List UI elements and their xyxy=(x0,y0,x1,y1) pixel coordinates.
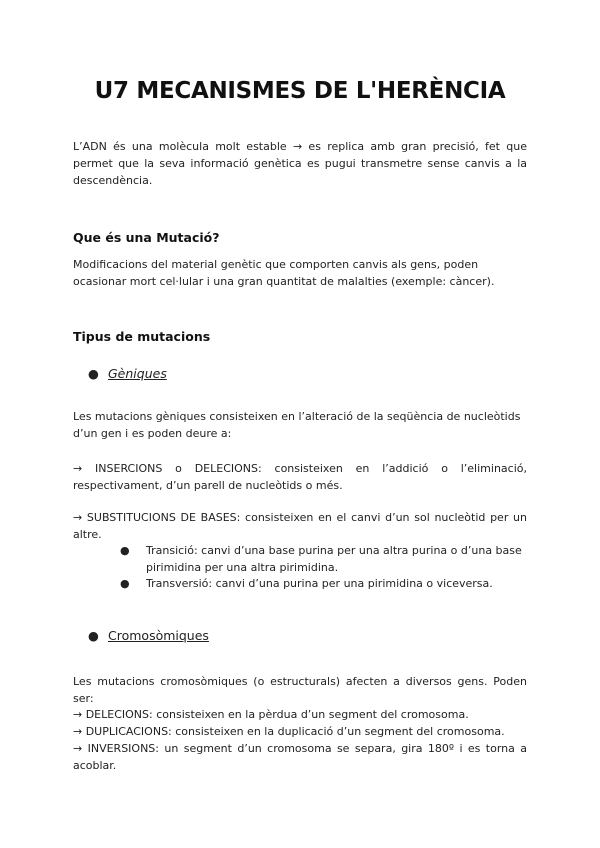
sub-bullet-dot: ● xyxy=(120,577,130,590)
chromosomal-label: Cromosòmiques xyxy=(108,628,209,643)
sub-item-transversion xyxy=(120,575,530,592)
intro-paragraph: L’ADN és una molècula molt estable → es replica amb gran precisió, fet que permet que la seva informació genètica es pugui transmetre sense canvis a la descendència. xyxy=(73,140,527,187)
sub-bullet-dot: ● xyxy=(120,544,130,557)
page-title: U7 MECANISMES DE L'HERÈNCIA xyxy=(94,78,506,104)
sub-item-transition xyxy=(120,542,530,576)
chromosomal-intro: Les mutacions cromosòmiques (o estructurals) afecten a diversos gens. Poden ser: xyxy=(73,675,527,705)
types-heading: Tipus de mutacions xyxy=(73,329,211,344)
bullet-dot: ● xyxy=(88,628,99,643)
genic-label: Gèniques xyxy=(108,366,167,381)
bullet-genic xyxy=(88,366,167,381)
bullet-dot: ● xyxy=(88,366,99,381)
sub-item-text: Transició: canvi d’una base purina per una altra purina o d’una base pirimidina per una altra pirimidina. xyxy=(146,544,522,574)
bullet-chromosomal xyxy=(88,628,209,643)
sub-item-text: Transversió: canvi d’una purina per una pirimidina o viceversa. xyxy=(146,577,493,590)
genic-intro: Les mutacions gèniques consisteixen en l’alteració de la seqüència de nucleòtids d’un gen i es poden deure a: xyxy=(73,410,521,440)
chromosomal-deletions: → DELECIONS: consisteixen en la pèrdua d’un segment del cromosoma. xyxy=(73,708,469,721)
genic-insertions: → INSERCIONS o DELECIONS: consisteixen en l’addició o l’eliminació, respectivament, d’un parell de nucleòtids o més. xyxy=(73,462,527,492)
mutation-heading: Que és una Mutació? xyxy=(73,230,220,245)
chromosomal-inversions: → INVERSIONS: un segment d’un cromosoma se separa, gira 180º i es torna a acoblar. xyxy=(73,742,527,772)
chromosomal-duplications: → DUPLICACIONS: consisteixen en la duplicació d’un segment del cromosoma. xyxy=(73,725,505,738)
genic-substitutions: → SUBSTITUCIONS DE BASES: consisteixen en el canvi d’un sol nucleòtid per un altre. xyxy=(73,511,527,541)
mutation-definition: Modificacions del material genètic que comporten canvis als gens, poden ocasionar mort cel·lular i una gran quantitat de malalties (exemple: càncer). xyxy=(73,258,495,288)
